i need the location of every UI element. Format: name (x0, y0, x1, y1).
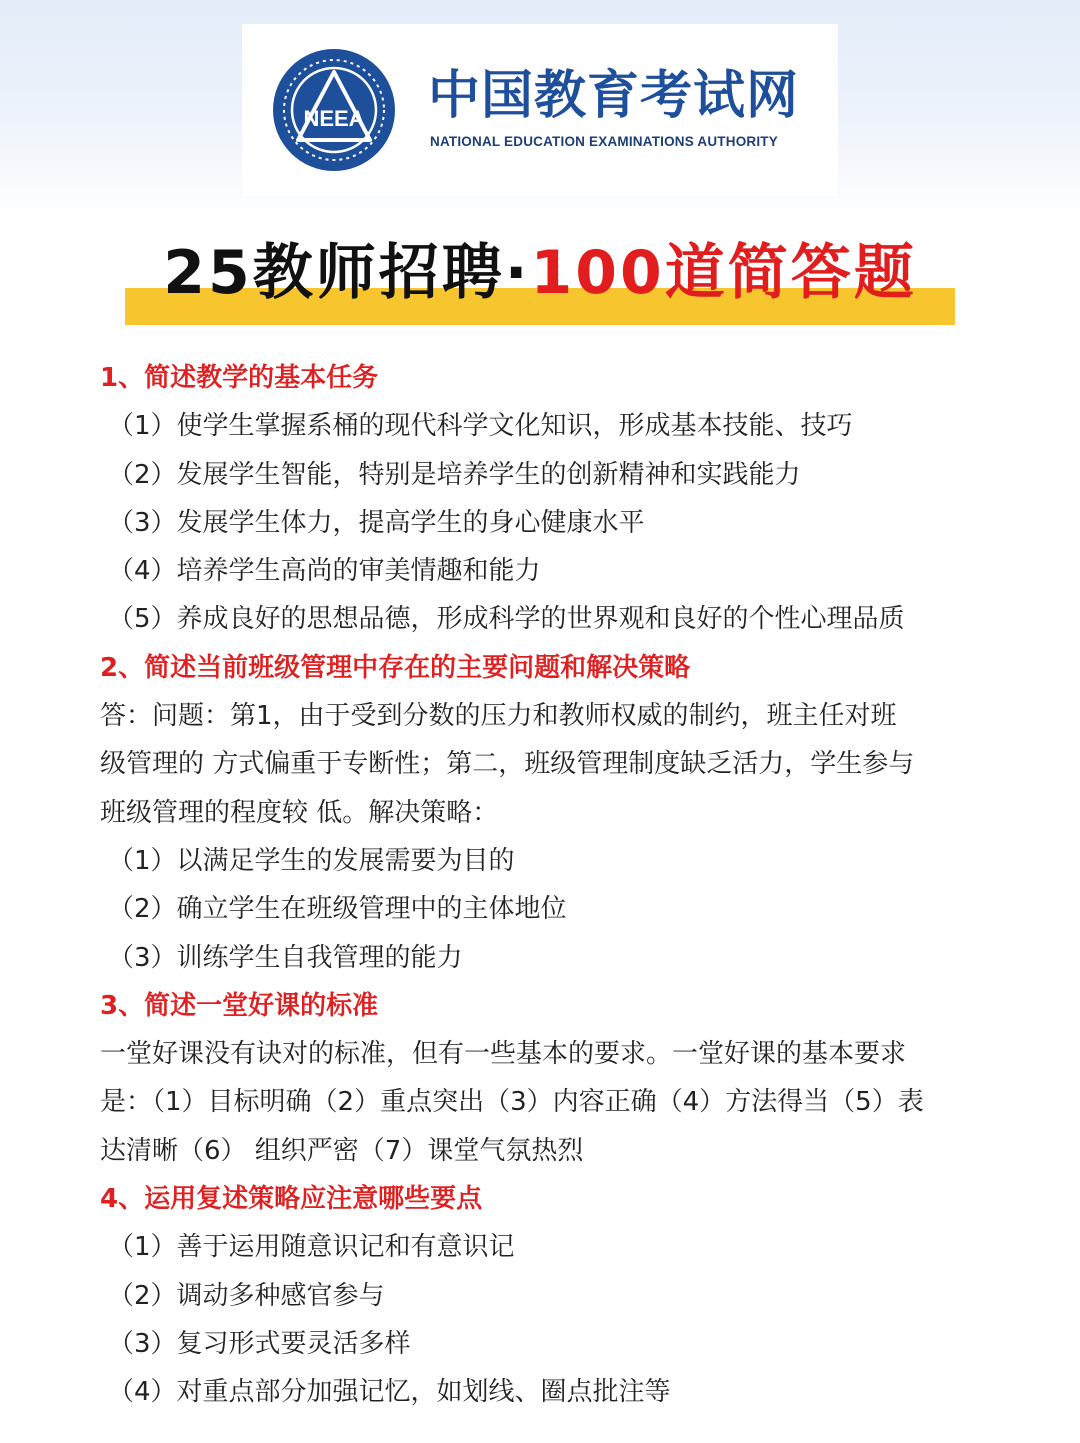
answer-list-item: （3）复习形式要灵活多样 (108, 1328, 411, 1359)
logo-card (242, 24, 838, 196)
answer-paragraph-line: 一堂好课没有诀对的标准，但有一些基本的要求。一堂好课的基本要求 (100, 1039, 907, 1070)
question-heading: 2、简述当前班级管理中存在的主要问题和解决策略 (100, 652, 691, 683)
answer-list-item: （2）确立学生在班级管理中的主体地位 (108, 894, 567, 925)
question-heading: 4、运用复述策略应注意哪些要点 (100, 1184, 483, 1215)
answer-list-item: （1）以满足学生的发展需要为目的 (108, 845, 515, 876)
question-heading: 3、简述一堂好课的标准 (100, 990, 379, 1021)
answer-paragraph-line: 班级管理的程度较 低。解决策略： (100, 797, 499, 828)
answer-list-item: （3）发展学生体力，提高学生的身心健康水平 (108, 507, 645, 538)
logo-title-cn: 中国教育考试网 (428, 66, 800, 126)
page-title (0, 238, 1080, 308)
answer-list-item: （2）发展学生智能，特别是培养学生的创新精神和实践能力 (108, 459, 801, 490)
page-title-part2: 100道简答题 (530, 238, 917, 308)
neea-emblem-icon (272, 48, 396, 172)
logo-title-en: NATIONAL EDUCATION EXAMINATIONS AUTHORITY (430, 134, 778, 149)
answer-list-item: （4）培养学生高尚的审美情趣和能力 (108, 556, 541, 587)
answer-paragraph-line: 级管理的 方式偏重于专断性；第二，班级管理制度缺乏活力，学生参与 (100, 749, 915, 780)
answer-list-item: （4）对重点部分加强记忆，如划线、圈点批注等 (108, 1377, 671, 1408)
answer-paragraph-line: 是：（1）目标明确（2）重点突出（3）内容正确（4）方法得当（5）表 (100, 1087, 924, 1118)
page-title-part1: 25教师招聘· (163, 238, 531, 308)
emblem-text: NEEA (303, 106, 365, 131)
answer-list-item: （5）养成良好的思想品德，形成科学的世界观和良好的个性心理品质 (108, 604, 905, 635)
answer-paragraph-line: 答：问题：第1，由于受到分数的压力和教师权威的制约，班主任对班 (100, 701, 897, 732)
answer-list-item: （1）使学生掌握系桶的现代科学文化知识，形成基本技能、技巧 (108, 411, 853, 442)
question-heading: 1、简述教学的基本任务 (100, 363, 379, 393)
qa-content (100, 354, 1000, 1417)
answer-list-item: （2）调动多种感官参与 (108, 1280, 385, 1311)
answer-list-item: （1）善于运用随意识记和有意识记 (108, 1232, 515, 1263)
answer-list-item: （3）训练学生自我管理的能力 (108, 942, 463, 973)
answer-paragraph-line: 达清晰（6） 组织严密（7）课堂气氛热烈 (100, 1135, 584, 1166)
